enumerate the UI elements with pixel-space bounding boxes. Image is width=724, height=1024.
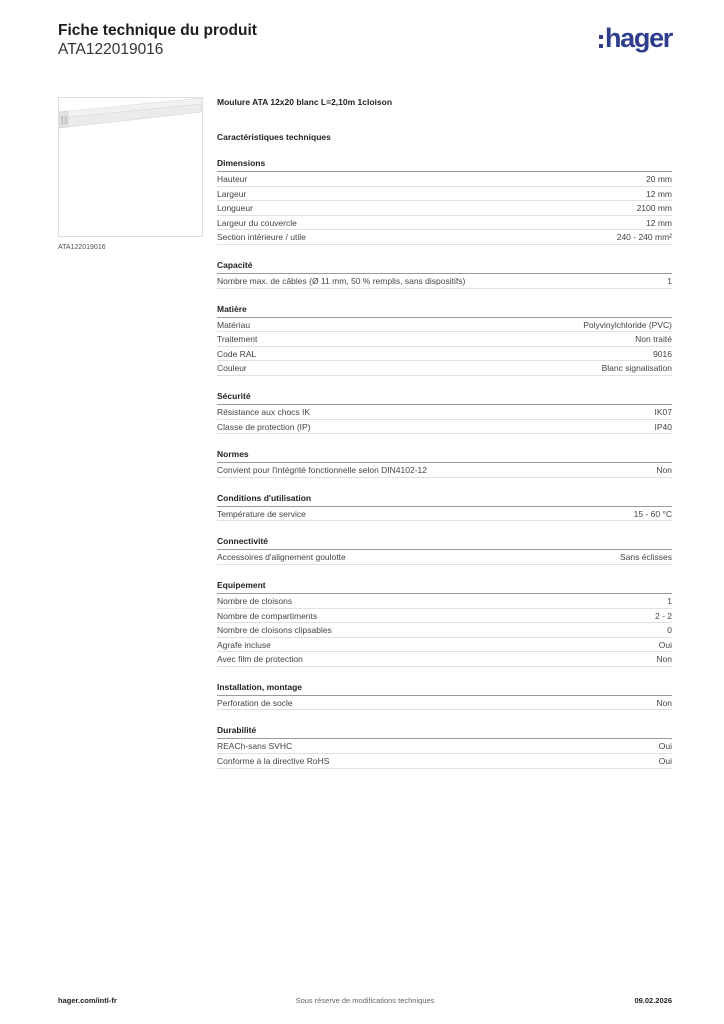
spec-row (217, 332, 672, 347)
logo-colon-icon (599, 35, 603, 48)
spec-row (217, 187, 672, 202)
spec-value: 1 (667, 595, 672, 606)
spec-row (217, 318, 672, 333)
footer-date: 09.02.2026 (634, 996, 672, 1005)
spec-label: Nombre de cloisons clipsables (217, 625, 332, 636)
product-image (58, 97, 203, 237)
spec-label: Agrafe incluse (217, 639, 271, 650)
document-reference: ATA122019016 (58, 41, 164, 58)
spec-value: Oui (658, 741, 672, 752)
spec-value: 20 mm (646, 174, 672, 184)
spec-value: 2100 mm (636, 203, 672, 214)
spec-label: Traitement (217, 334, 258, 345)
spec-row (217, 230, 672, 245)
spec-section (217, 682, 672, 711)
spec-label: Température de service (217, 508, 306, 519)
spec-row (217, 550, 672, 565)
spec-value: 12 mm (646, 217, 672, 228)
spec-sections (217, 158, 672, 769)
spec-value: 240 - 240 mm² (616, 232, 672, 243)
spec-value: Polyvinylchloride (PVC) (583, 319, 672, 330)
section-title: Connectivité (217, 536, 672, 550)
logo-text: hager (604, 23, 672, 53)
spec-value: 9016 (653, 348, 672, 359)
spec-row (217, 420, 672, 435)
page-footer (58, 996, 672, 1008)
spec-row (217, 754, 672, 769)
spec-content (217, 97, 672, 769)
spec-row (217, 623, 672, 638)
section-title: Dimensions (217, 158, 672, 172)
spec-value: IK07 (654, 406, 672, 417)
spec-value: Non (656, 654, 672, 665)
spec-label: Conforme à la directive RoHS (217, 756, 330, 767)
spec-row (217, 739, 672, 754)
spec-value: Non (656, 465, 672, 476)
spec-row (217, 361, 672, 376)
spec-label: Longueur (217, 203, 253, 214)
spec-label: Section intérieure / utile (217, 232, 306, 243)
spec-label: Matériau (217, 319, 251, 330)
spec-section (217, 493, 672, 522)
spec-row (217, 347, 672, 362)
spec-label: Résistance aux chocs IK (217, 406, 311, 417)
hager-logo (599, 24, 672, 52)
spec-row (217, 507, 672, 522)
spec-value: IP40 (654, 421, 672, 432)
spec-row (217, 609, 672, 624)
spec-value: Non traité (635, 334, 672, 345)
spec-label: Classe de protection (IP) (217, 421, 311, 432)
product-image-caption: ATA122019016 (58, 244, 106, 251)
footer-disclaimer: Sous réserve de modifications techniques (295, 996, 435, 1005)
spec-row (217, 172, 672, 187)
spec-section (217, 158, 672, 245)
section-title: Sécurité (217, 391, 672, 405)
section-title: Durabilité (217, 725, 672, 739)
document-title: Fiche technique du produit (58, 22, 257, 39)
spec-row (217, 216, 672, 231)
spec-value: Sans éclisses (620, 552, 672, 563)
spec-label: Nombre de cloisons (217, 595, 293, 606)
spec-label: Accessoires d'alignement goulotte (217, 552, 346, 563)
section-title: Normes (217, 449, 672, 463)
spec-label: Couleur (217, 363, 247, 374)
spec-value: 15 - 60 °C (633, 508, 672, 519)
spec-label: Perforation de socle (217, 697, 293, 708)
section-title: Matière (217, 304, 672, 318)
section-title: Conditions d'utilisation (217, 493, 672, 507)
document-header (58, 21, 257, 59)
spec-row (217, 652, 672, 667)
spec-row (217, 696, 672, 711)
spec-row (217, 405, 672, 420)
cable-trunking-illustration (59, 98, 202, 236)
spec-row (217, 638, 672, 653)
spec-value: 1 (667, 275, 672, 286)
spec-label: Nombre max. de câbles (Ø 11 mm, 50 % remplis, sans dispositifs) (217, 275, 466, 286)
spec-section (217, 580, 672, 667)
spec-row (217, 201, 672, 216)
spec-label: REACh-sans SVHC (217, 741, 293, 752)
spec-row (217, 274, 672, 289)
spec-section (217, 725, 672, 768)
product-name: Moulure ATA 12x20 blanc L=2,10m 1cloison (217, 97, 393, 107)
spec-section (217, 449, 672, 478)
spec-value: Oui (658, 639, 672, 650)
spec-section (217, 536, 672, 565)
spec-section (217, 260, 672, 289)
footer-website-link[interactable]: hager.com/intl-fr (58, 996, 117, 1005)
spec-section (217, 304, 672, 376)
spec-row (217, 463, 672, 478)
spec-label: Largeur (217, 188, 247, 199)
spec-section (217, 391, 672, 434)
spec-value: 12 mm (646, 188, 672, 199)
spec-label: Convient pour l'intégrité fonctionnelle selon DIN4102-12 (217, 465, 428, 476)
spec-value: Oui (658, 756, 672, 767)
spec-value: Non (656, 697, 672, 708)
section-title: Capacité (217, 260, 672, 274)
spec-label: Code RAL (217, 348, 257, 359)
spec-label: Hauteur (217, 174, 248, 184)
spec-value: Blanc signalisation (601, 363, 672, 374)
spec-heading: Caractéristiques techniques (217, 132, 331, 142)
spec-label: Avec film de protection (217, 654, 303, 665)
section-title: Installation, montage (217, 682, 672, 696)
spec-label: Largeur du couvercle (217, 217, 297, 228)
spec-row (217, 594, 672, 609)
spec-value: 0 (667, 625, 672, 636)
spec-value: 2 - 2 (654, 610, 672, 621)
spec-label: Nombre de compartiments (217, 610, 318, 621)
section-title: Equipement (217, 580, 672, 594)
